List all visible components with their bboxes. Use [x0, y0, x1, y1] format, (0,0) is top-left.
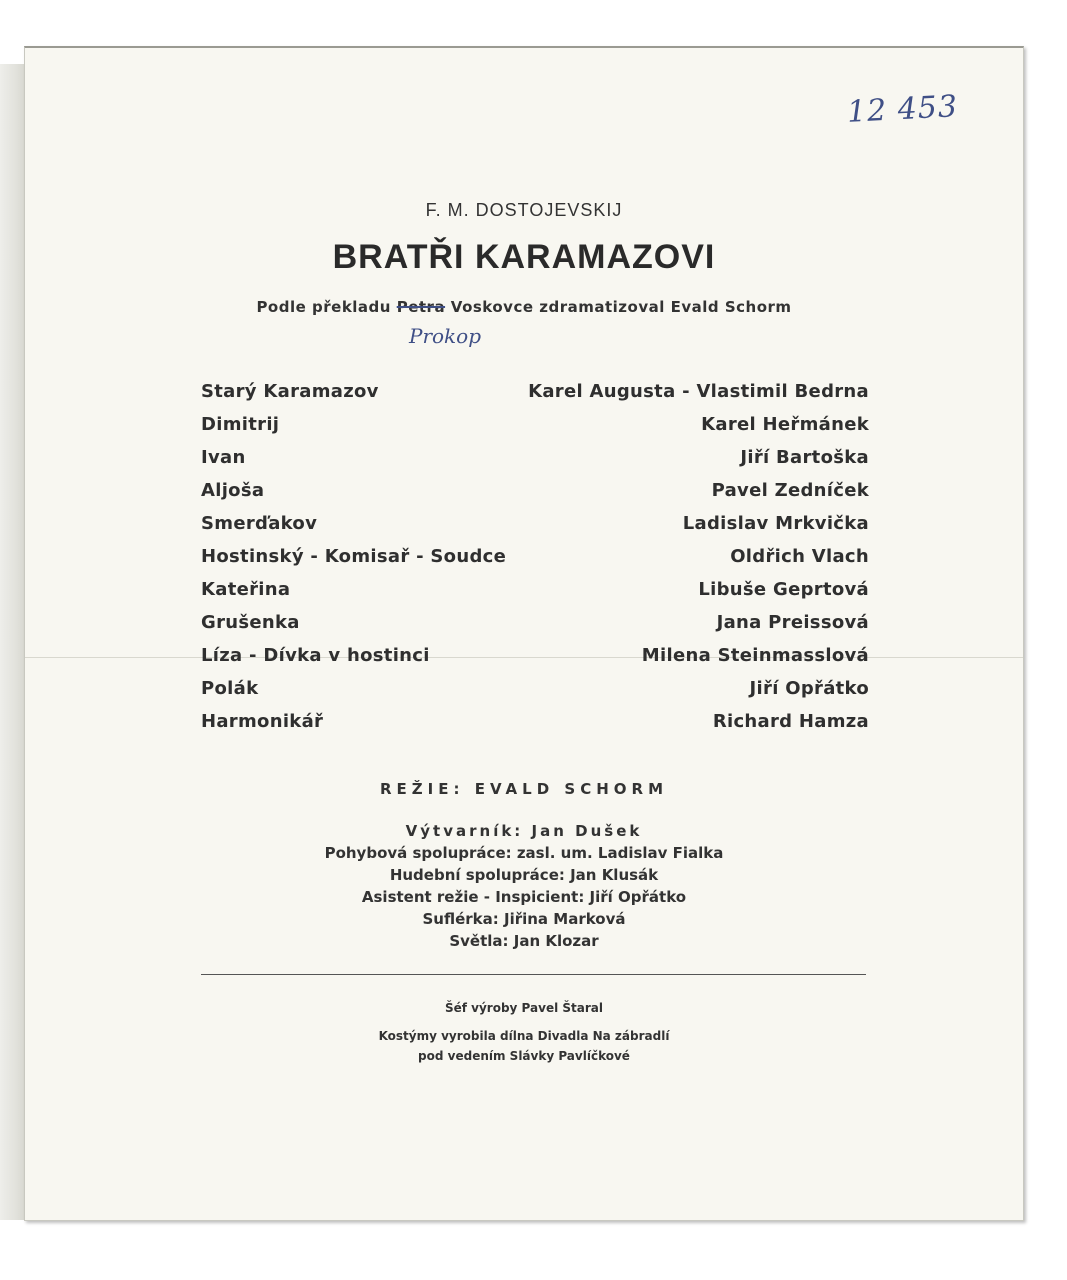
play-title: BRATŘI KARAMAZOVI	[332, 238, 716, 276]
cast-actor: Jana Preissová	[716, 612, 869, 633]
cast-actor: Oldřich Vlach	[730, 546, 869, 567]
cast-actor: Karel Augusta - Vlastimil Bedrna	[528, 381, 869, 402]
cast-role: Starý Karamazov	[201, 381, 379, 402]
previous-page-edge	[0, 64, 27, 1220]
cast-row	[201, 645, 869, 678]
cast-actor: Jiří Bartoška	[740, 447, 869, 468]
cast-row	[201, 480, 869, 513]
cast-actor: Ladislav Mrkvička	[682, 513, 869, 534]
program-page	[24, 46, 1024, 1221]
divider-line	[201, 974, 866, 975]
production-head-credit: Šéf výroby Pavel Štaral	[444, 1001, 603, 1015]
production-credits	[25, 820, 1023, 952]
cast-role: Hostinský - Komisař - Soudce	[201, 546, 507, 567]
cast-row	[201, 711, 869, 744]
adaptation-credit-part1: Podle překladu	[256, 298, 397, 316]
adaptation-credit	[25, 298, 1023, 316]
cast-role: Harmonikář	[201, 711, 324, 732]
cast-row	[201, 546, 869, 579]
cast-actor: Milena Steinmasslová	[641, 645, 869, 666]
cast-row	[201, 447, 869, 480]
cast-actor: Richard Hamza	[712, 711, 869, 732]
cast-row	[201, 381, 869, 414]
cast-role: Dimitrij	[201, 414, 280, 435]
cast-role: Kateřina	[201, 579, 291, 600]
cast-actor: Pavel Zedníček	[711, 480, 869, 501]
cast-row	[201, 513, 869, 546]
credit-line: Pohybová spolupráce: zasl. um. Ladislav Fialka	[324, 844, 724, 862]
cast-role: Líza - Dívka v hostinci	[201, 645, 430, 666]
cast-role: Ivan	[201, 447, 246, 468]
cast-actor: Karel Heřmánek	[701, 414, 869, 435]
cast-role: Grušenka	[201, 612, 300, 633]
struck-first-name: Petra	[396, 298, 446, 316]
credit-line: Světla: Jan Klozar	[449, 932, 599, 950]
cast-actor: Libuše Geprtová	[698, 579, 869, 600]
cast-row	[201, 612, 869, 645]
costumes-credit-line1: Kostýmy vyrobila dílna Divadla Na zábradlí	[378, 1029, 670, 1043]
handwritten-catalog-number: 12 453	[846, 89, 959, 130]
credit-line: Asistent režie - Inspicient: Jiří Opřátko	[361, 888, 687, 906]
cast-role: Polák	[201, 678, 259, 699]
cast-role: Aljoša	[201, 480, 265, 501]
cast-row	[201, 579, 869, 612]
credit-line: Výtvarník: Jan Dušek	[405, 822, 643, 840]
author-name: F. M. DOSTOJEVSKIJ	[425, 200, 623, 220]
credit-line: Hudební spolupráce: Jan Klusák	[389, 866, 659, 884]
costumes-credit-line2: pod vedením Slávky Pavlíčkové	[418, 1049, 630, 1063]
cast-row	[201, 678, 869, 711]
adaptation-credit-part2: Voskovce zdramatizoval Evald Schorm	[445, 298, 792, 316]
cast-actor: Jiří Opřátko	[749, 678, 869, 699]
director-credit: REŽIE: EVALD SCHORM	[380, 780, 668, 798]
cast-list	[201, 381, 869, 744]
cast-role: Smerďakov	[201, 513, 318, 534]
footer-credits	[25, 998, 1023, 1066]
handwritten-name-correction: Prokop	[409, 324, 482, 348]
credit-line: Suflérka: Jiřina Marková	[422, 910, 626, 928]
cast-row	[201, 414, 869, 447]
footer-spacer	[25, 1018, 1023, 1026]
